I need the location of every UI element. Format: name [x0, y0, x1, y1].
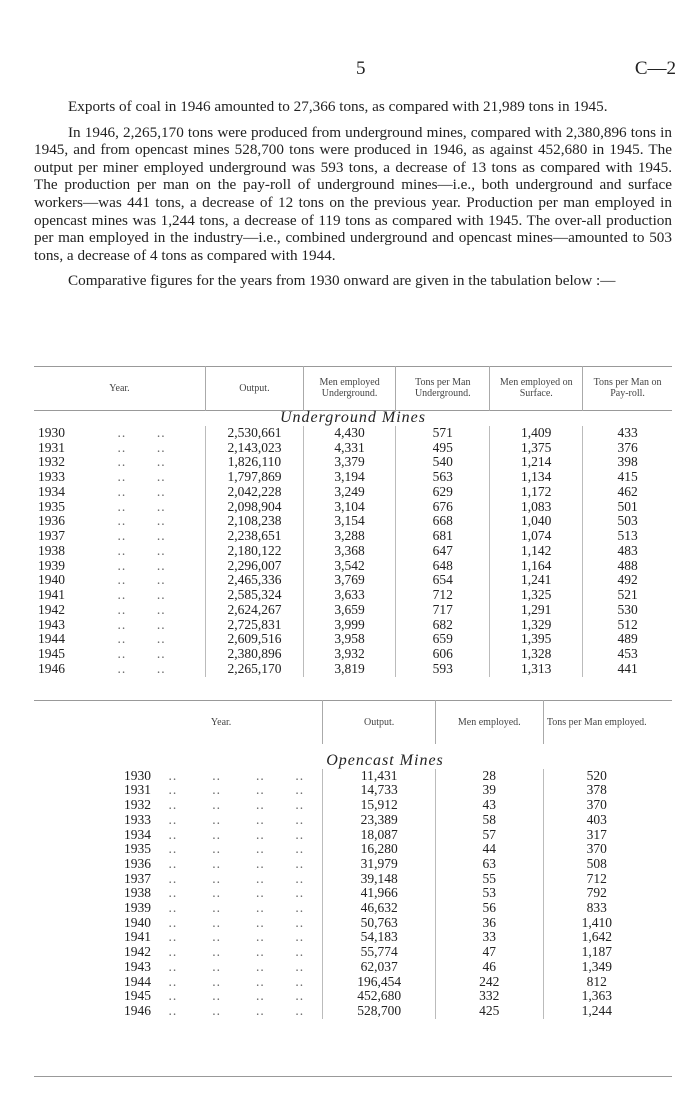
year-cell: 1940: [124, 914, 151, 930]
page-header: [0, 58, 700, 82]
value-cell: 508: [543, 857, 650, 872]
leader-dots: .. .. .. ..: [151, 1002, 305, 1018]
table-row: [34, 618, 672, 633]
year-cell: 1933: [124, 811, 151, 827]
value-cell: 833: [543, 901, 650, 916]
table-row: [120, 960, 650, 975]
table-row: [34, 559, 672, 574]
value-cell: 46: [436, 960, 543, 975]
value-cell: 3,249: [303, 485, 395, 500]
leader-dots: .. .. .. ..: [151, 855, 305, 871]
year-cell: 1930: [124, 767, 151, 783]
value-cell: 2,530,661: [205, 426, 303, 441]
value-cell: 3,999: [303, 618, 395, 633]
year-cell: 1945: [124, 988, 151, 1004]
leader-dots: .. ..: [65, 528, 166, 543]
value-cell: 403: [543, 813, 650, 828]
leader-dots: .. .. .. ..: [151, 767, 305, 783]
value-cell: 58: [436, 813, 543, 828]
value-cell: 1,074: [490, 529, 583, 544]
value-cell: 54,183: [323, 930, 436, 945]
value-cell: 1,349: [543, 960, 650, 975]
value-cell: 41,966: [323, 886, 436, 901]
table-row: [34, 544, 672, 559]
year-cell: 1931: [124, 782, 151, 798]
value-cell: 1,134: [490, 470, 583, 485]
leader-dots: .. .. .. ..: [151, 944, 305, 960]
table-row: [120, 828, 650, 843]
value-cell: 453: [583, 647, 672, 662]
leader-dots: .. ..: [65, 454, 166, 470]
value-cell: 433: [583, 426, 672, 441]
table-row: [34, 603, 672, 618]
value-cell: 2,143,023: [205, 441, 303, 456]
value-cell: 16,280: [323, 842, 436, 857]
leader-dots: .. .. .. ..: [151, 973, 305, 989]
value-cell: 62,037: [323, 960, 436, 975]
col-header-tons-per-man: Tons per Man employed.: [543, 700, 650, 744]
value-cell: 31,979: [323, 857, 436, 872]
value-cell: 370: [543, 798, 650, 813]
value-cell: 2,465,336: [205, 573, 303, 588]
section-title-underground: Underground Mines: [34, 411, 672, 426]
value-cell: 654: [396, 573, 490, 588]
leader-dots: .. .. .. ..: [151, 841, 305, 857]
value-cell: 43: [436, 798, 543, 813]
year-cell: 1945: [38, 646, 65, 661]
table-row: [34, 514, 672, 529]
year-cell: 1944: [38, 631, 65, 647]
leader-dots: .. ..: [65, 542, 166, 558]
value-cell: 2,042,228: [205, 485, 303, 500]
value-cell: 1,142: [490, 544, 583, 559]
value-cell: 2,238,651: [205, 529, 303, 544]
value-cell: 1,410: [543, 916, 650, 931]
leader-dots: .. ..: [65, 469, 166, 484]
leader-dots: .. ..: [65, 646, 166, 661]
value-cell: 668: [396, 514, 490, 529]
col-header-men-surface: Men employed on Surface.: [490, 366, 583, 411]
value-cell: 242: [436, 975, 543, 990]
leader-dots: .. .. .. ..: [151, 988, 305, 1004]
leader-dots: .. ..: [65, 660, 166, 676]
year-cell: 1937: [38, 528, 65, 543]
table-row: [34, 455, 672, 470]
year-cell: 1936: [124, 855, 151, 871]
value-cell: 1,642: [543, 930, 650, 945]
value-cell: 3,659: [303, 603, 395, 618]
leader-dots: .. ..: [65, 424, 166, 440]
year-cell: 1943: [124, 958, 151, 974]
col-header-men-employed: Men employed.: [436, 700, 543, 744]
table-row: [34, 426, 672, 441]
value-cell: 2,380,896: [205, 647, 303, 662]
value-cell: 3,379: [303, 455, 395, 470]
table-row: [120, 1004, 650, 1019]
value-cell: 606: [396, 647, 490, 662]
page-number: 5: [356, 58, 366, 79]
col-header-output: Output.: [205, 366, 303, 411]
year-cell: 1946: [124, 1002, 151, 1018]
year-cell: 1935: [124, 841, 151, 857]
value-cell: 4,331: [303, 441, 395, 456]
value-cell: 14,733: [323, 783, 436, 798]
value-cell: 1,083: [490, 500, 583, 515]
body-text: [34, 98, 672, 298]
value-cell: 46,632: [323, 901, 436, 916]
value-cell: 792: [543, 886, 650, 901]
table-row: [34, 662, 672, 677]
value-cell: 1,313: [490, 662, 583, 677]
value-cell: 332: [436, 989, 543, 1004]
value-cell: 1,291: [490, 603, 583, 618]
col-header-men-underground: Men employed Underground.: [303, 366, 395, 411]
table-row: [34, 470, 672, 485]
value-cell: 530: [583, 603, 672, 618]
value-cell: 717: [396, 603, 490, 618]
value-cell: 1,187: [543, 945, 650, 960]
leader-dots: .. ..: [65, 513, 166, 529]
value-cell: 629: [396, 485, 490, 500]
table-row: [120, 813, 650, 828]
value-cell: 1,375: [490, 441, 583, 456]
value-cell: 648: [396, 559, 490, 574]
col-header-year: Year.: [109, 382, 130, 394]
value-cell: 425: [436, 1004, 543, 1019]
table-row: [34, 529, 672, 544]
value-cell: 196,454: [323, 975, 436, 990]
value-cell: 36: [436, 916, 543, 931]
table-row: [120, 975, 650, 990]
value-cell: 483: [583, 544, 672, 559]
value-cell: 3,633: [303, 588, 395, 603]
value-cell: 57: [436, 828, 543, 843]
year-cell: 1941: [38, 587, 65, 602]
value-cell: 370: [543, 842, 650, 857]
value-cell: 495: [396, 441, 490, 456]
table-row: [120, 842, 650, 857]
table-row: [120, 886, 650, 901]
value-cell: 1,172: [490, 485, 583, 500]
year-cell: 1942: [38, 601, 65, 617]
table-row: [120, 783, 650, 798]
underground-table: [34, 366, 672, 677]
value-cell: 378: [543, 783, 650, 798]
value-cell: 55: [436, 872, 543, 887]
value-cell: 23,389: [323, 813, 436, 828]
value-cell: 521: [583, 588, 672, 603]
table-row: [120, 989, 650, 1004]
value-cell: 681: [396, 529, 490, 544]
leader-dots: .. ..: [65, 616, 166, 632]
value-cell: 2,585,324: [205, 588, 303, 603]
value-cell: 1,325: [490, 588, 583, 603]
year-cell: 1938: [38, 542, 65, 558]
table-row: [120, 857, 650, 872]
table-row: [120, 769, 650, 784]
value-cell: 3,194: [303, 470, 395, 485]
value-cell: 1,395: [490, 632, 583, 647]
table-row: [120, 916, 650, 931]
value-cell: 1,244: [543, 1004, 650, 1019]
year-cell: 1937: [124, 870, 151, 886]
paragraph-comparative: Comparative figures for the years from 1930 onward are given in the tabulation below :—: [68, 272, 616, 290]
year-cell: 1932: [124, 797, 151, 813]
value-cell: 528,700: [323, 1004, 436, 1019]
year-cell: 1936: [38, 513, 65, 529]
value-cell: 1,040: [490, 514, 583, 529]
value-cell: 11,431: [323, 769, 436, 784]
value-cell: 3,769: [303, 573, 395, 588]
value-cell: 489: [583, 632, 672, 647]
value-cell: 682: [396, 618, 490, 633]
year-cell: 1939: [124, 900, 151, 916]
leader-dots: .. ..: [65, 557, 166, 573]
year-cell: 1944: [124, 973, 151, 989]
leader-dots: .. .. .. ..: [151, 797, 305, 813]
table-row: [34, 632, 672, 647]
col-header-tons-underground: Tons per Man Underground.: [396, 366, 490, 411]
value-cell: 2,725,831: [205, 618, 303, 633]
table-row: [34, 647, 672, 662]
value-cell: 317: [543, 828, 650, 843]
value-cell: 1,363: [543, 989, 650, 1004]
value-cell: 15,912: [323, 798, 436, 813]
leader-dots: .. ..: [65, 631, 166, 647]
value-cell: 3,819: [303, 662, 395, 677]
table-row: [120, 930, 650, 945]
value-cell: 415: [583, 470, 672, 485]
value-cell: 712: [543, 872, 650, 887]
leader-dots: .. .. .. ..: [151, 885, 305, 901]
value-cell: 488: [583, 559, 672, 574]
leader-dots: .. ..: [65, 601, 166, 617]
value-cell: 2,098,904: [205, 500, 303, 515]
table-row: [34, 500, 672, 515]
year-cell: 1933: [38, 469, 65, 484]
value-cell: 2,265,170: [205, 662, 303, 677]
leader-dots: .. .. .. ..: [151, 914, 305, 930]
opencast-table: [120, 700, 650, 1019]
year-cell: 1940: [38, 572, 65, 588]
value-cell: 55,774: [323, 945, 436, 960]
value-cell: 50,763: [323, 916, 436, 931]
value-cell: 593: [396, 662, 490, 677]
value-cell: 540: [396, 455, 490, 470]
value-cell: 3,542: [303, 559, 395, 574]
value-cell: 28: [436, 769, 543, 784]
value-cell: 2,180,122: [205, 544, 303, 559]
leader-dots: .. .. .. ..: [151, 811, 305, 827]
col-header-tons-payroll: Tons per Man on Pay-roll.: [583, 366, 672, 411]
value-cell: 1,329: [490, 618, 583, 633]
value-cell: 659: [396, 632, 490, 647]
value-cell: 563: [396, 470, 490, 485]
value-cell: 2,108,238: [205, 514, 303, 529]
col-header-year: Year.: [210, 716, 232, 728]
value-cell: 3,932: [303, 647, 395, 662]
value-cell: 452,680: [323, 989, 436, 1004]
value-cell: 1,164: [490, 559, 583, 574]
leader-dots: .. .. .. ..: [151, 900, 305, 916]
table-row: [120, 945, 650, 960]
value-cell: 647: [396, 544, 490, 559]
value-cell: 520: [543, 769, 650, 784]
table-row: [34, 573, 672, 588]
year-cell: 1932: [38, 454, 65, 470]
year-cell: 1943: [38, 616, 65, 632]
table-row: [34, 588, 672, 603]
value-cell: 3,958: [303, 632, 395, 647]
value-cell: 513: [583, 529, 672, 544]
leader-dots: .. ..: [65, 587, 166, 602]
year-cell: 1931: [38, 439, 65, 455]
value-cell: 47: [436, 945, 543, 960]
value-cell: 501: [583, 500, 672, 515]
value-cell: 39: [436, 783, 543, 798]
value-cell: 53: [436, 886, 543, 901]
paragraph-production: In 1946, 2,265,170 tons were produced from underground mines, compared with 2,380,896 tons in 1945, and from opencast mines 528,700 tons were produced in 1946, as against 452,680 in 1945. The output per miner employed underground was 593 tons, a decrease of 13 tons as compared with 1945. The production per man on the pay-roll of underground mines—i.e., both underground and surface workers—was 441 tons, a decrease of 12 tons on the previous year. Production per man employed in opencast mines was 1,244 tons, a decrease of 119 tons as compared with 1945. The over-all production per man employed in the industry—i.e., combined underground and opencast mines—amounted to 503 tons, a decrease of 4 tons as compared with 1944.: [34, 123, 672, 264]
value-cell: 398: [583, 455, 672, 470]
paragraph-exports: Exports of coal in 1946 amounted to 27,366 tons, as compared with 21,989 tons in 1945.: [68, 98, 608, 115]
value-cell: 1,241: [490, 573, 583, 588]
value-cell: 503: [583, 514, 672, 529]
leader-dots: .. .. .. ..: [151, 782, 305, 798]
value-cell: 3,154: [303, 514, 395, 529]
value-cell: 462: [583, 485, 672, 500]
section-title-opencast: Opencast Mines: [326, 752, 444, 769]
value-cell: 1,797,869: [205, 470, 303, 485]
table-row: [120, 901, 650, 916]
value-cell: 441: [583, 662, 672, 677]
table-row: [34, 441, 672, 456]
value-cell: 3,104: [303, 500, 395, 515]
value-cell: 812: [543, 975, 650, 990]
year-cell: 1942: [124, 944, 151, 960]
value-cell: 1,214: [490, 455, 583, 470]
table-bottom-rule: [34, 1076, 672, 1077]
value-cell: 712: [396, 588, 490, 603]
value-cell: 56: [436, 901, 543, 916]
year-cell: 1939: [38, 557, 65, 573]
value-cell: 376: [583, 441, 672, 456]
value-cell: 492: [583, 573, 672, 588]
value-cell: 571: [396, 426, 490, 441]
value-cell: 4,430: [303, 426, 395, 441]
table-row: [120, 798, 650, 813]
value-cell: 512: [583, 618, 672, 633]
leader-dots: .. .. .. ..: [151, 826, 305, 842]
year-cell: 1930: [38, 424, 65, 440]
value-cell: 44: [436, 842, 543, 857]
value-cell: 2,296,007: [205, 559, 303, 574]
leader-dots: .. ..: [65, 439, 166, 455]
table-row: [34, 485, 672, 500]
value-cell: 39,148: [323, 872, 436, 887]
table-row: [120, 872, 650, 887]
year-cell: 1934: [124, 826, 151, 842]
year-cell: 1941: [124, 929, 151, 945]
value-cell: 3,288: [303, 529, 395, 544]
value-cell: 3,368: [303, 544, 395, 559]
leader-dots: .. ..: [65, 483, 166, 499]
value-cell: 18,087: [323, 828, 436, 843]
value-cell: 1,826,110: [205, 455, 303, 470]
leader-dots: .. ..: [65, 498, 166, 514]
document-reference: C—2: [634, 58, 676, 79]
value-cell: 676: [396, 500, 490, 515]
value-cell: 2,624,267: [205, 603, 303, 618]
leader-dots: .. .. .. ..: [151, 929, 305, 945]
leader-dots: .. .. .. ..: [151, 958, 305, 974]
year-cell: 1946: [38, 660, 65, 676]
value-cell: 33: [436, 930, 543, 945]
value-cell: 1,328: [490, 647, 583, 662]
value-cell: 2,609,516: [205, 632, 303, 647]
year-cell: 1935: [38, 498, 65, 514]
leader-dots: .. .. .. ..: [151, 870, 305, 886]
year-cell: 1938: [124, 885, 151, 901]
col-header-output: Output.: [323, 700, 436, 744]
year-cell: 1934: [38, 483, 65, 499]
value-cell: 1,409: [490, 426, 583, 441]
value-cell: 63: [436, 857, 543, 872]
leader-dots: .. ..: [65, 572, 166, 588]
